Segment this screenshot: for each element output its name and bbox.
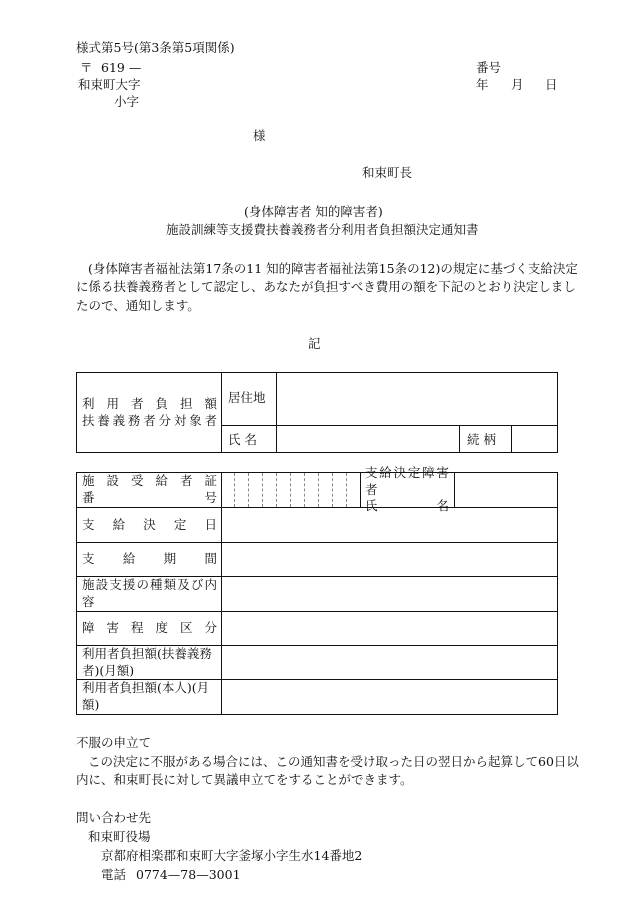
form-number: 様式第5号(第3条第5項関係) (76, 40, 235, 55)
recipient-header-line2: 扶養義務者分対象者 (82, 412, 217, 428)
sender-name: 和束町長 (362, 165, 413, 180)
recipient-header-line1: 利用者負担額 (82, 395, 217, 411)
contact-phone: 0774—78—3001 (136, 867, 241, 882)
beneficiary-name-line1: 支給決定障害者 (365, 464, 449, 497)
issue-month-label: 月 (511, 77, 524, 92)
body-line1: (身体障害者福祉法第17条の11 知的障害者福祉法第15条の12)の規定に基づく支給決定 (88, 261, 578, 276)
address-line2: 小字 (114, 94, 140, 109)
postal-mark: 〒 (80, 60, 93, 75)
self-burden-label: 利用者負担額(本人)(月額) (82, 680, 210, 712)
beneficiary-name-label (365, 464, 449, 514)
address-line1: 和束町大字 (78, 77, 141, 92)
decision-table (76, 464, 558, 715)
decision-date-label: 支給決定日 (82, 516, 217, 532)
body-line2: に係る扶養義務者として認定し、あなたが負担すべき費用の額を下記のとおり決定しまし (76, 279, 576, 294)
contact-office: 和束町役場 (88, 829, 151, 844)
contact-heading: 問い合わせ先 (76, 810, 152, 825)
relationship-label: 続 柄 (467, 432, 496, 447)
payment-period-label: 支給期間 (82, 551, 217, 567)
facility-certificate-number-label (82, 473, 217, 507)
postal-code: 619 — (101, 60, 142, 75)
issue-year-label: 年 (476, 77, 489, 92)
recipient-header (82, 373, 217, 452)
address-label: 居住地 (228, 390, 266, 405)
beneficiary-name-line2: 氏名 (365, 498, 449, 514)
facility-number-line1: 施設受給者証 (82, 473, 217, 489)
objection-heading: 不服の申立て (76, 735, 152, 750)
issue-day-label: 日 (545, 77, 558, 92)
support-type-label: 施設支援の種類及び内容 (82, 577, 217, 609)
guardian-burden-label: 利用者負担額(扶養義務者)(月額) (82, 645, 212, 678)
contact-address: 京都府相楽郡和束町大字釜塚小字生水14番地2 (101, 848, 363, 863)
disability-class-label: 障害程度区分 (82, 620, 217, 636)
body-line3: たので、通知します。 (76, 298, 200, 313)
ki-marker: 記 (308, 336, 321, 351)
objection-line1: この決定に不服がある場合には、この通知書を受け取った日の翌日から起算して60日以 (88, 754, 579, 769)
document-number-label: 番号 (476, 60, 502, 75)
recipient-honorific: 様 (253, 128, 266, 143)
page-title: 施設訓練等支援費扶養義務者分利用者負担額決定通知書 (166, 222, 479, 237)
recipient-table (76, 372, 558, 453)
title-line1: (身体障害者 知的障害者) (244, 204, 383, 219)
name-label: 氏 名 (228, 432, 257, 447)
contact-phone-label: 電話 (101, 867, 127, 882)
objection-line2: 内に、和束町長に対して異議申立てをすることができます。 (76, 772, 413, 787)
facility-number-line2: 番号 (82, 490, 217, 505)
